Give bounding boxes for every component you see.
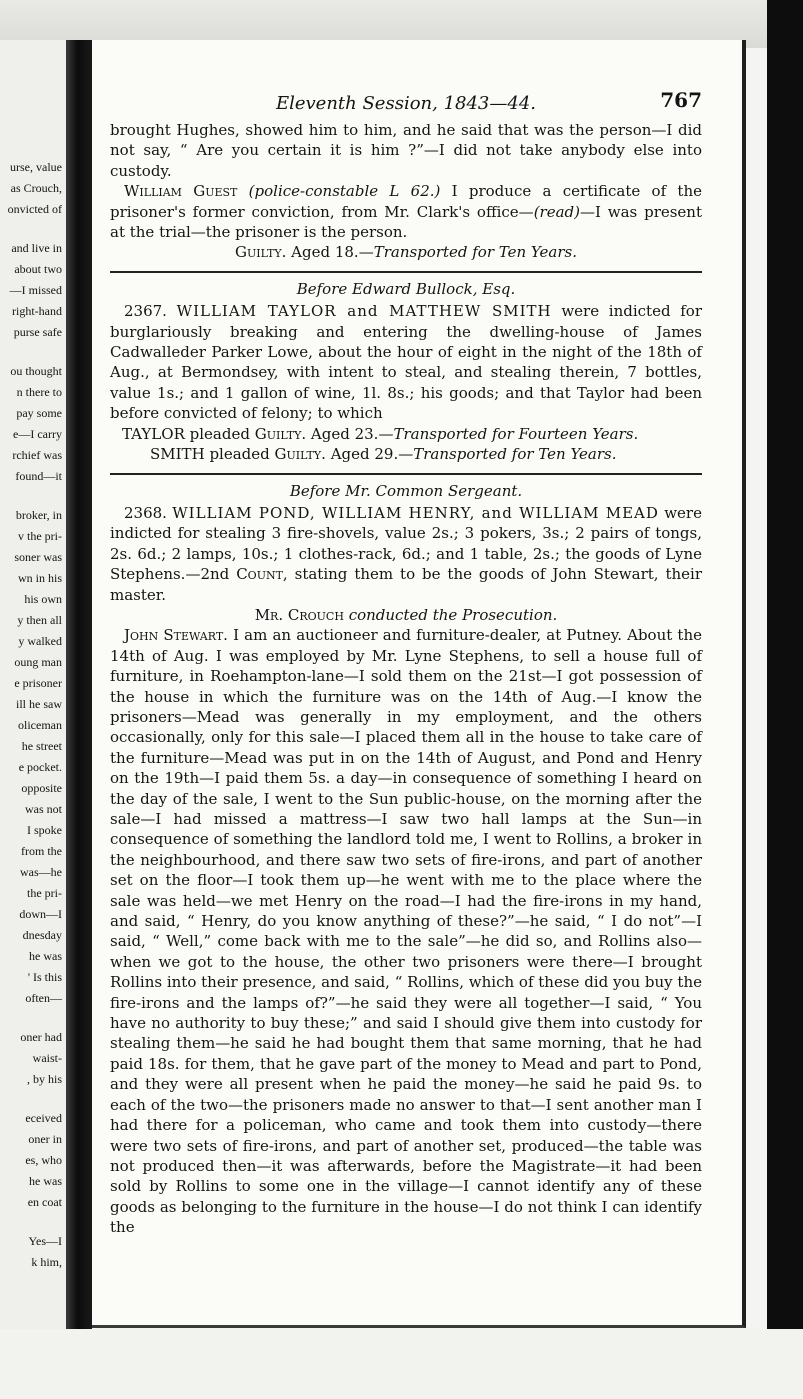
case-2368-number: 2368.	[124, 503, 167, 522]
left-page-fragment: ' Is this	[27, 970, 62, 984]
plea-guilty: Guilty.	[274, 445, 326, 464]
plea-name: TAYLOR	[122, 424, 185, 443]
left-page-fragment: k him,	[31, 1255, 62, 1269]
left-page-fragment: y walked	[18, 634, 62, 648]
witness-name: William Guest	[124, 182, 238, 201]
left-page-fragment: as Crouch,	[10, 181, 62, 195]
case-2368-text: were indicted for stealing 3 fire-shovels, value 2s.; 3 pokers, 3s.; 2 pairs of tongs, 2s. 6d.; 2 lamps, 10s.; 1 clothes-rack, 6d.; and 1 table, 2s.; the goods of Lyne Stephens.—2nd	[110, 503, 702, 584]
witness-statement	[110, 181, 702, 242]
left-page-fragment: onvicted of	[7, 202, 62, 216]
left-page-fragment: Yes—I	[28, 1234, 62, 1248]
left-page-fragment: oner in	[28, 1132, 62, 1146]
witness-read: (read)	[533, 202, 580, 221]
case-2367-defendants: WILLIAM TAYLOR and MATTHEW SMITH	[176, 302, 552, 321]
continued-testimony: brought Hughes, showed him to him, and he said that was the person—I did not say, “ Are you certain it is him ?”—I did not take anybody else into custody.	[110, 121, 702, 180]
left-page-fragment: , by his	[26, 1072, 62, 1086]
left-page-fragment: he was	[29, 949, 62, 963]
case-2367-judge: Before Edward Bullock, Esq.	[296, 279, 516, 298]
left-page-fragment: his own	[24, 592, 62, 606]
left-page-fragment: the pri-	[27, 886, 62, 900]
left-page-fragment: v the pri-	[18, 529, 62, 543]
plea-text: pleaded	[209, 445, 270, 464]
left-page-fragment: ou thought	[10, 364, 62, 378]
witness-text-a: I produce a certificate of the prisoner's former conviction, from Mr. Clark's office—	[110, 182, 702, 221]
left-page-fragment: rchief was	[12, 448, 62, 462]
running-title: Eleventh Session, 1843—44.	[275, 93, 537, 114]
witness-role: (police-constable L 62.)	[248, 182, 441, 201]
left-page-fragment: dnesday	[22, 928, 62, 942]
case-2367-number: 2367.	[124, 302, 167, 321]
left-page-fragment: and live in	[11, 241, 62, 255]
left-page-fragment: e prisoner	[14, 676, 62, 690]
plea-guilty: Guilty.	[254, 424, 307, 443]
section-divider	[110, 473, 702, 475]
left-page-fragment: oung man	[14, 655, 62, 669]
left-page-fragment: e—I carry	[13, 427, 62, 441]
left-page-fragment: urse, value	[10, 160, 62, 174]
case-2368-indictment	[110, 503, 702, 605]
left-page-fragment: he street	[21, 739, 62, 753]
page-header	[110, 90, 702, 120]
case-2367-plea-taylor	[110, 424, 702, 444]
book-right-edge	[767, 0, 803, 1399]
left-page-fragment: down—I	[19, 907, 62, 921]
verdict-word: Guilty.	[235, 243, 287, 262]
left-page-fragment: right-hand	[12, 304, 62, 318]
left-page-fragment: es, who	[25, 1153, 62, 1167]
book-gutter	[66, 40, 92, 1340]
verdict-sentence: Transported for Ten Years.	[373, 243, 577, 262]
left-page-fragment: about two	[14, 262, 62, 276]
case-2368-judge: Before Mr. Common Sergeant.	[289, 481, 523, 500]
left-page-fragment: n there to	[16, 385, 62, 399]
page-content	[110, 80, 702, 1238]
left-page-fragment: opposite	[21, 781, 62, 795]
left-page-fragment: oner had	[20, 1030, 62, 1044]
left-page-fragment: e pocket.	[18, 760, 62, 774]
left-page-fragment: en coat	[27, 1195, 62, 1209]
verdict-line	[110, 242, 702, 262]
left-page-fragment: wn in his	[17, 571, 62, 585]
plea-age: Aged 29.—	[330, 445, 414, 464]
testimony-name: John Stewart.	[124, 626, 228, 645]
left-page-fragment: oliceman	[18, 718, 62, 732]
plea-text: pleaded	[189, 424, 250, 443]
book-page	[92, 40, 746, 1328]
prosecution-line	[110, 605, 702, 625]
left-page-fragment: broker, in	[15, 508, 62, 522]
case-2367-indictment	[110, 301, 702, 423]
left-page-fragment: y then all	[17, 613, 62, 627]
left-page-fragment: pay some	[16, 406, 62, 420]
plea-sentence: Transported for Fourteen Years.	[393, 424, 639, 443]
left-page-fragment: was—he	[20, 865, 62, 879]
verdict-age: Aged 18.—	[291, 243, 374, 262]
left-page-fragment: found—it	[15, 469, 62, 483]
left-page-fragment: was not	[25, 802, 62, 816]
plea-name: SMITH	[150, 445, 205, 464]
case-2368-defendants: WILLIAM POND, WILLIAM HENRY, and WILLIAM MEAD	[172, 503, 659, 522]
left-page-fragment: —I missed	[9, 283, 62, 297]
testimony-john-stewart	[110, 625, 702, 1237]
left-page-fragment: eceived	[25, 1111, 62, 1125]
witness-text-b: —I was present at the trial—the prisoner is the person.	[110, 202, 702, 242]
left-page-fragment: he was	[29, 1174, 62, 1188]
left-page-fragment: ill he saw	[16, 697, 62, 711]
case-2367-text: were indicted for burglariously breaking and entering the dwelling-house of James Cadwalleder Parker Lowe, about the hour of eight in the night of the 18th of Aug., at Bermondsey, with intent to steal, and stealing therein, 7 bottles, value 1s.; and 1 gallon of wine, 1l. 8s.; his goods; and that Taylor had been before convicted of felony; to which	[110, 302, 702, 423]
left-page-fragment: waist-	[32, 1051, 62, 1065]
left-page-fragment: soner was	[14, 550, 62, 564]
section-divider	[110, 271, 702, 273]
prosecution-text: conducted the Prosecution.	[348, 605, 558, 624]
left-page-fragment: from the	[21, 844, 62, 858]
prosecution-name: Mr. Crouch	[254, 605, 344, 624]
left-page-fragment: often—	[25, 991, 62, 1005]
plea-age: Aged 23.—	[310, 424, 394, 443]
count-word: Count,	[236, 565, 288, 584]
plea-sentence: Transported for Ten Years.	[413, 445, 617, 464]
left-page-fragment: purse safe	[13, 325, 62, 339]
left-page-fragment: I spoke	[27, 823, 62, 837]
scan-background-bottom	[0, 1329, 803, 1399]
testimony-text: I am an auctioneer and furniture-dealer, at Putney. About the 14th of Aug. I was employed by Mr. Lyne Stephens, to sell a house full of furniture, in Roehampton-lane—I sold them on the 21st—I got possession of the house in which the furniture was on the 14th of Aug.—I know the prisoners—Mead was generally in my employment, and the others occasionally, only for this sale—I placed them all in the house to take care of the furniture—Mead was put in on the 14th of August, and Pond and Henry on the 19th—I paid them 5s. a day—in consequence of something I heard on the day of the sale, I went to the Sun public-house, on the morning after the sale—I had missed a mattress—I saw two hall lamps at the Sun—in consequence of something the landlord told me, I went to Rollins, a broker in the neighbourhood, and there saw two sets of fire-irons, and part of another set on the floor—I took them up—he went with me to the place where the sale was held—we met Henry on the road—I had the fire-irons in my hand, and said, “ Henry, do you know anything of these?”—he said, “ I do not”—I said, “ Well,” come back with me to the sale”—he did so, and Rollins also—when we got to the house, the other two prisoners were there—I brought Rollins into their presence, and said, “ Rollins, which of these did you buy the fire-irons and the lamps of?”—he said they were all together—I said, “ You have no authority to buy these;” and said I should give them into custody for stealing them—he said he had bought them that same morning, that he had paid 18s. for them, that he gave part of the money to Mead and part to Pond, and they were all present when he paid the money—he said he paid 9s. to each of the two—the prisoners made no answer to that—I sent another man I had there for a policeman, who came and took them into custody—there were two sets of fire-irons, and part of another set, produced—the table was not produced then—it was afterwards, before the Magistrate—it had been sold by Rollins to some one in the village—I cannot identify any of these goods as belonging to the furniture in the house—I do not think I can identify the	[110, 626, 702, 1237]
case-2367-plea-smith	[110, 444, 702, 464]
case-2368-text-b: stating them to be the goods of John Stewart, their master.	[110, 565, 702, 604]
page-number: 767	[660, 88, 702, 112]
